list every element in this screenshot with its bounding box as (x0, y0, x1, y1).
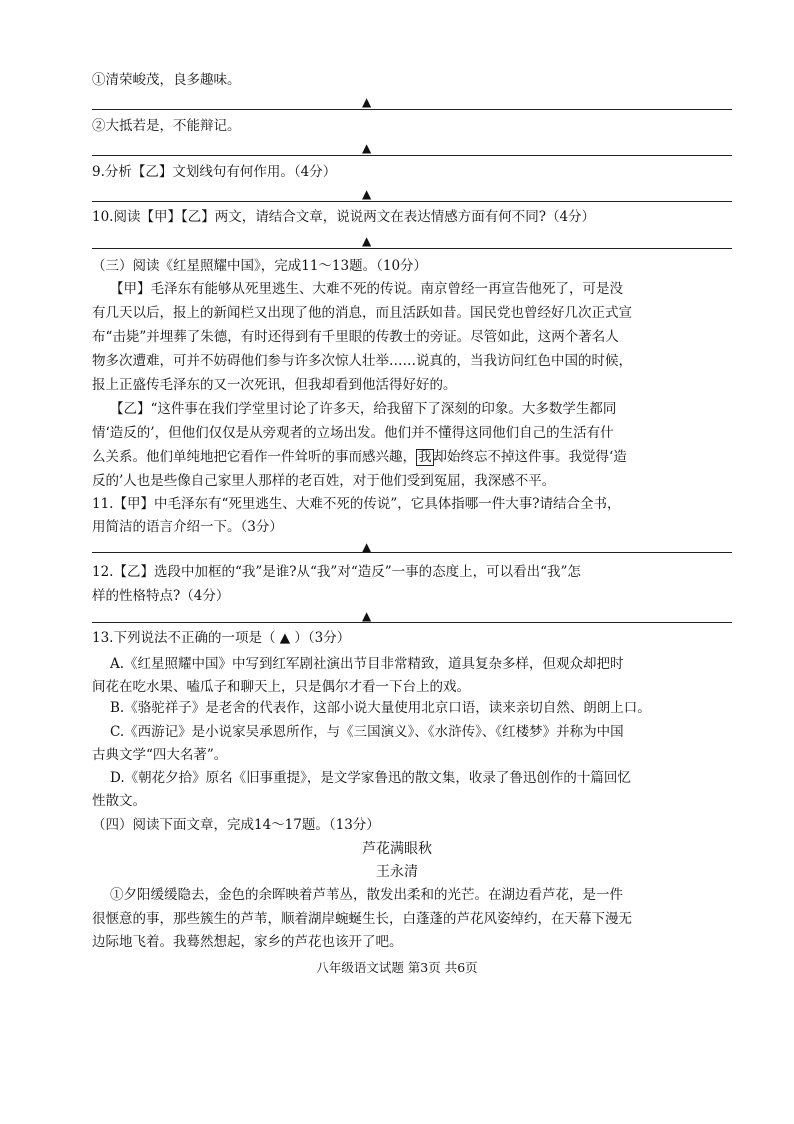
passage-jia-line: 有几天以后，报上的新闻栏又出现了他的消息，而且活跃如昔。国民党也曾经好几次正式宣 (92, 305, 632, 321)
passage-yi-line: 情‘造反的’，但他们仅仅是从旁观者的立场出发。他们并不懂得这同他们自己的生活有什 (92, 425, 614, 441)
answer-line[interactable] (92, 109, 732, 110)
answer-line[interactable] (92, 622, 732, 623)
answer-mark: ▲ (362, 95, 372, 109)
passage-jia-line: 物多次遭难，可并不妨碍他们参与许多次惊人壮举……说真的，当我访问红色中国的时候， (92, 353, 632, 369)
question-11-line: 用简洁的语言介绍一下。（3分） (92, 519, 283, 535)
q8-item1: ①清荣峻茂，良多趣味。 (92, 72, 241, 88)
passage-jia-line: 【甲】毛泽东有能够从死里逃生、大难不死的传说。南京曾经一再宣告他死了，可是没 (110, 281, 623, 297)
answer-mark: ▲ (362, 141, 372, 155)
passage-yi-line (92, 447, 732, 467)
question-12-line: 样的性格特点?（4分） (92, 588, 230, 604)
essay-para-line: 很惬意的事，那些簇生的芦苇，顺着湖岸蜿蜒生长，白蓬蓬的芦花风姿绰约，在天幕下漫无 (92, 911, 632, 927)
answer-mark: ▲ (362, 609, 372, 623)
answer-mark: ▲ (362, 234, 372, 248)
passage-yi-line: 反的’人也是些像自己家里人那样的老百姓，对于他们受到冤屈，我深感不平。 (92, 473, 556, 489)
answer-line[interactable] (92, 552, 732, 553)
option-c-line: C.《西游记》是小说家吴承恩所作，与《三国演义》、《水浒传》、《红楼梦》并称为中国 (110, 724, 624, 740)
answer-line[interactable] (92, 248, 732, 249)
page-footer: 八年级语文试题 第3页 共6页 (316, 960, 478, 975)
option-a-line: A.《红星照耀中国》中写到红军剧社演出节目非常精致，道具复杂多样，但观众却把时 (110, 656, 624, 672)
passage-yi-line: 【乙】“这件事在我们学堂里讨论了许多天，给我留下了深刻的印象。大多数学生都同 (110, 401, 617, 417)
passage-yi-text: 却始终忘不掉这件事。我觉得‘造 (433, 449, 627, 465)
section3-heading: （三）阅读《红星照耀中国》，完成11～13题。（10分） (92, 258, 428, 274)
option-d-line: D.《朝花夕拾》原名《旧事重提》，是文学家鲁迅的散文集，收录了鲁迅创作的十篇回忆 (110, 770, 631, 786)
question-10: 10.阅读【甲】【乙】两文，请结合文章，说说两文在表达情感方面有何不同?（4分） (92, 209, 596, 225)
question-12-line: 12.【乙】选段中加框的“我”是谁?从“我”对“造反”一事的态度上，可以看出“我”怎 (92, 564, 581, 580)
essay-author: 王永清 (376, 864, 418, 880)
question-9: 9.分析【乙】文划线句有何作用。（4分） (92, 164, 337, 180)
answer-mark: ▲ (362, 540, 372, 554)
option-a-line: 间花在吃水果、嗑瓜子和聊天上，只是偶尔才看一下台上的戏。 (92, 679, 470, 695)
section4-heading: （四）阅读下面文章，完成14～17题。（13分） (92, 817, 380, 833)
passage-jia-line: 报上正盛传毛泽东的又一次死讯，但我却看到他活得好好的。 (92, 377, 457, 393)
essay-para-line: 边际地飞着。我蓦然想起，家乡的芦花也该开了吧。 (92, 934, 403, 950)
essay-para-line: ①夕阳缓缓隐去，金色的余晖映着芦苇丛，散发出柔和的光芒。在湖边看芦花，是一件 (110, 887, 623, 903)
answer-line[interactable] (92, 155, 732, 156)
question-13: 13.下列说法不正确的一项是（ ▲ ）（3分） (92, 630, 351, 646)
answer-mark: ▲ (362, 187, 372, 201)
answer-line[interactable] (92, 201, 732, 202)
essay-title: 芦花满眼秋 (362, 841, 432, 857)
question-11-line: 11.【甲】中毛泽东有“死里逃生、大难不死的传说”，它具体指哪一件大事?请结合全书， (92, 496, 621, 512)
passage-yi-text: 么关系。他们单纯地把它看作一件耸听的事而感兴趣， (92, 449, 416, 465)
option-d-line: 性散文。 (92, 793, 146, 809)
option-b: B.《骆驼祥子》是老舍的代表作，这部小说大量使用北京口语，读来亲切自然、朗朗上口。 (110, 700, 651, 716)
q8-item2: ②大抵若是，不能辩记。 (92, 118, 241, 134)
boxed-wo: 我 (418, 449, 432, 465)
option-c-line: 古典文学“四大名著”。 (92, 747, 228, 763)
passage-jia-line: 布“击毙”并埋葬了朱德，有时还得到有千里眼的传教士的旁证。尽管如此，这两个著名人 (92, 329, 619, 345)
